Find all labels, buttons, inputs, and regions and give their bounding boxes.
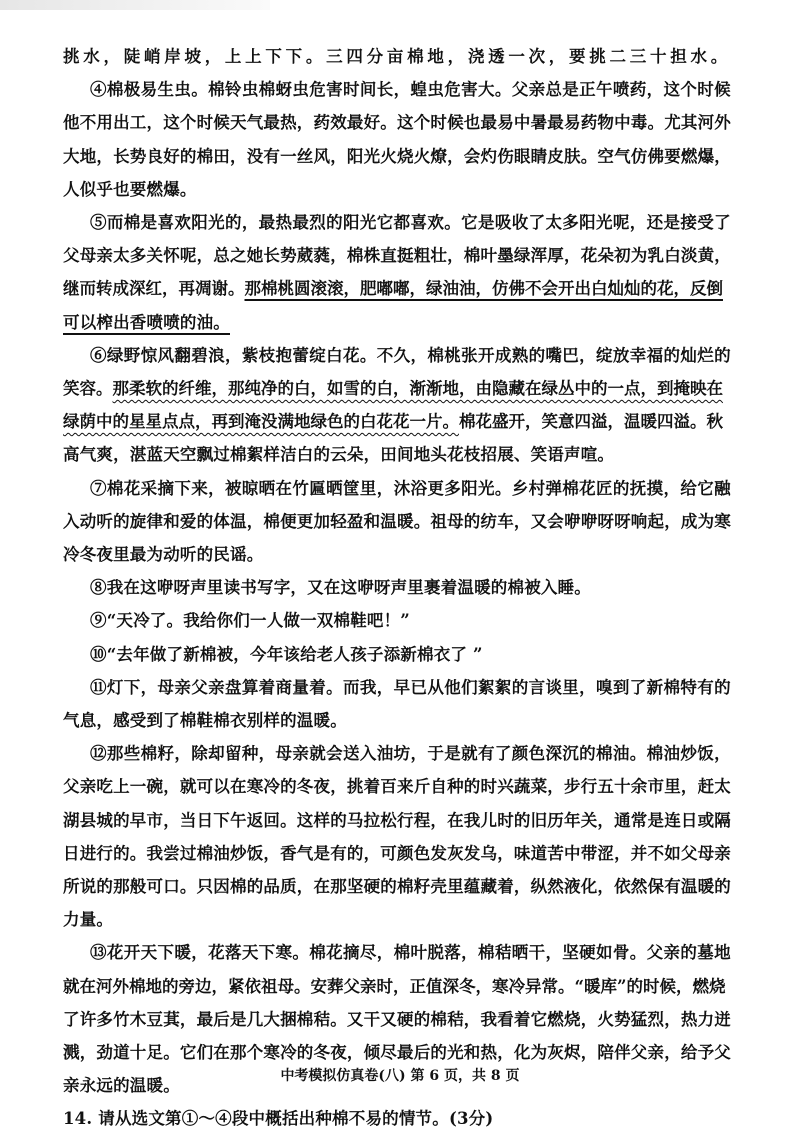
line-content — [63, 308, 230, 338]
line-content — [90, 938, 731, 968]
text-line — [0, 772, 800, 802]
text-segment: 了许多竹木豆萁，最后是几大捆棉秸。又干又硬的棉秸，我看着它燃烧，火势猛烈，热力迸 — [63, 1009, 731, 1029]
text-segment: 所说的那般可口。只因棉的品质，在那坚硬的棉籽壳里蕴藏着，纵然液化，依然保有温暖的 — [63, 877, 731, 896]
text-line — [0, 208, 800, 238]
line-content — [63, 839, 731, 869]
text-segment: ⑥绿野惊风翻碧浪，紫枝抱蕾绽白花。不久，棉桃张开成熟的嘴巴，绽放幸福的灿烂的 — [90, 345, 731, 365]
text-line — [0, 474, 800, 504]
text-line — [0, 1038, 800, 1068]
underlined-text: 可以榨出香喷喷的油。 — [63, 312, 230, 332]
line-content — [63, 42, 731, 72]
line-content — [63, 175, 197, 205]
text-segment: 亲永远的温暖。 — [63, 1076, 180, 1096]
line-content — [63, 1038, 731, 1068]
scan-shadow — [0, 0, 270, 10]
text-line — [0, 972, 800, 1002]
line-content — [90, 573, 591, 603]
question-14: 14. 请从选文第①～④段中概括出种棉不易的情节。(3分) — [63, 1109, 494, 1129]
line-content — [63, 540, 263, 570]
line-content — [63, 806, 731, 836]
text-segment: ⑤而棉是喜欢阳光的，最热最烈的阳光它都喜欢。它是吸收了太多阳光呢，还是接受了 — [90, 213, 731, 232]
text-segment: ⑦棉花采摘下来，被晾晒在竹匾晒筐里，沐浴更多阳光。乡村弹棉花匠的抚摸，给它融 — [90, 478, 731, 498]
line-content — [63, 440, 614, 470]
text-line — [0, 440, 800, 470]
text-segment: 笑容。 — [63, 379, 113, 398]
text-line — [0, 374, 800, 404]
text-segment: 溅，劲道十足。它们在那个寒冷的冬夜，倾尽最后的光和热，化为灰烬，陪伴父亲，给予父 — [63, 1043, 731, 1062]
text-line — [0, 938, 800, 968]
text-line — [0, 1005, 800, 1035]
wavy-underlined-text: 绿荫中的星星点点，再到淹没满地绿色的白花花一片。 — [63, 412, 459, 432]
question-14-line — [0, 1104, 800, 1134]
line-content — [63, 772, 731, 802]
line-content — [63, 972, 725, 1002]
line-content — [90, 673, 731, 703]
text-line — [0, 42, 800, 72]
line-content — [90, 606, 410, 636]
line-content — [63, 142, 731, 172]
text-line — [0, 507, 800, 537]
text-line — [0, 739, 800, 769]
text-segment: 冷冬夜里最为动听的民谣。 — [63, 545, 264, 564]
text-segment: 父母亲太多关怀呢，总之她长势葳蕤，棉株直挺粗壮，棉叶墨绿浑厚，花朵初为乳白淡黄， — [63, 246, 731, 266]
text-line — [0, 341, 800, 371]
underlined-text: 那棉桃圆滚滚，肥嘟嘟，绿油油，仿佛不会开出白灿灿的花，反倒 — [244, 279, 723, 299]
line-content — [90, 640, 483, 670]
line-content — [63, 407, 723, 437]
text-line — [0, 308, 800, 338]
line-content — [63, 274, 723, 304]
wavy-underlined-text: 那柔软的纤维，那纯净的白，如雪的白，渐渐地，由隐藏在绿丛中的一点，到掩映在 — [112, 379, 723, 398]
text-segment: 日进行的。我尝过棉油炒饭，香气是有的，可颜色发灰发乌，味道苦中带涩，并不如父母亲 — [63, 843, 731, 863]
text-segment: 高气爽，湛蓝天空飘过棉絮样洁白的云朵，田间地头花枝招展、笑语声喧。 — [63, 445, 615, 465]
text-segment: ⑬花开天下暖，花落天下寒。棉花摘尽，棉叶脱落，棉秸晒干，坚硬如骨。父亲的墓地 — [90, 943, 731, 963]
text-line — [0, 407, 800, 437]
text-segment: ⑨“天冷了。我给你们一人做一双棉鞋吧！” — [90, 611, 410, 631]
line-content — [63, 108, 731, 138]
text-line — [0, 175, 800, 205]
line-content — [63, 1005, 731, 1035]
line-content — [63, 241, 731, 271]
text-segment: 棉花盛开，笑意四溢，温暖四溢。秋 — [459, 412, 723, 432]
line-content — [90, 474, 731, 504]
text-line — [0, 839, 800, 869]
line-content — [90, 75, 731, 105]
text-segment: 力量。 — [63, 910, 114, 930]
text-line — [0, 142, 800, 172]
text-segment: ⑪灯下，母亲父亲盘算着商量着。而我，早已从他们絮絮的言谈里，嗅到了新棉特有的 — [90, 677, 731, 697]
text-segment: ⑫那些棉籽，除却留种，母亲就会送入油坊，于是就有了颜色深沉的棉油。棉油炒饭， — [90, 744, 731, 764]
text-line — [0, 108, 800, 138]
text-line — [0, 540, 800, 570]
text-line — [0, 274, 800, 304]
text-line — [0, 75, 800, 105]
line-content — [90, 739, 731, 769]
text-line — [0, 706, 800, 736]
text-segment: 入动听的旋律和爱的体温，棉便更加轻盈和温暖。祖母的纺车，又会咿咿呀呀响起，成为寒 — [63, 511, 731, 531]
text-segment: 大地，长势良好的棉田，没有一丝风，阳光火烧火燎，会灼伤眼睛皮肤。空气仿佛要燃爆， — [63, 146, 731, 166]
text-line — [0, 806, 800, 836]
line-content — [90, 341, 731, 371]
text-line — [0, 673, 800, 703]
line-content — [90, 208, 731, 238]
line-content — [63, 905, 113, 935]
page-footer: 中考模拟仿真卷(八) 第 6 页，共 8 页 — [280, 1068, 520, 1084]
text-segment: ⑩“去年做了新棉被，今年该给老人孩子添新棉衣了 ” — [90, 644, 483, 664]
text-segment: 就在河外棉地的旁边，紧依祖母。安葬父亲时，正值深冬，寒冷异常。“暖库”的时候，燃烧 — [63, 976, 726, 996]
line-content — [63, 872, 731, 902]
text-segment: 湖县城的早市，当日下午返回。这样的马拉松行程，在我儿时的旧历年关，通常是连日或隔 — [63, 810, 731, 830]
line-content — [63, 374, 723, 404]
text-segment: 他不用出工，这个时候天气最热，药效最好。这个时候也最易中暑最易药物中毒。尤其河外 — [63, 113, 731, 133]
text-segment: 挑水，陡峭岸坡，上上下下。三四分亩棉地，浇透一次，要挑二三十担水。 — [63, 47, 731, 66]
text-segment: 气息，感受到了棉鞋棉衣别样的温暖。 — [63, 711, 347, 730]
text-line — [0, 606, 800, 636]
text-line — [0, 241, 800, 271]
text-line — [0, 905, 800, 935]
text-line — [0, 573, 800, 603]
text-segment: ④棉极易生虫。棉铃虫棉蚜虫危害时间长，蝗虫危害大。父亲总是正午喷药，这个时候 — [90, 80, 731, 100]
text-line — [0, 640, 800, 670]
text-segment: 人似乎也要燃爆。 — [63, 179, 197, 199]
text-line — [0, 872, 800, 902]
text-segment: 继而转成深红，再凋谢。 — [63, 279, 245, 299]
line-content — [63, 507, 731, 537]
line-content — [63, 706, 347, 736]
text-segment: 父亲吃上一碗，就可以在寒冷的冬夜，挑着百来斤自种的时兴蔬菜，步行五十余市里，赶太 — [63, 777, 731, 797]
text-segment: ⑧我在这咿呀声里读书写字，又在这咿呀声里裹着温暖的棉被入睡。 — [90, 578, 591, 598]
